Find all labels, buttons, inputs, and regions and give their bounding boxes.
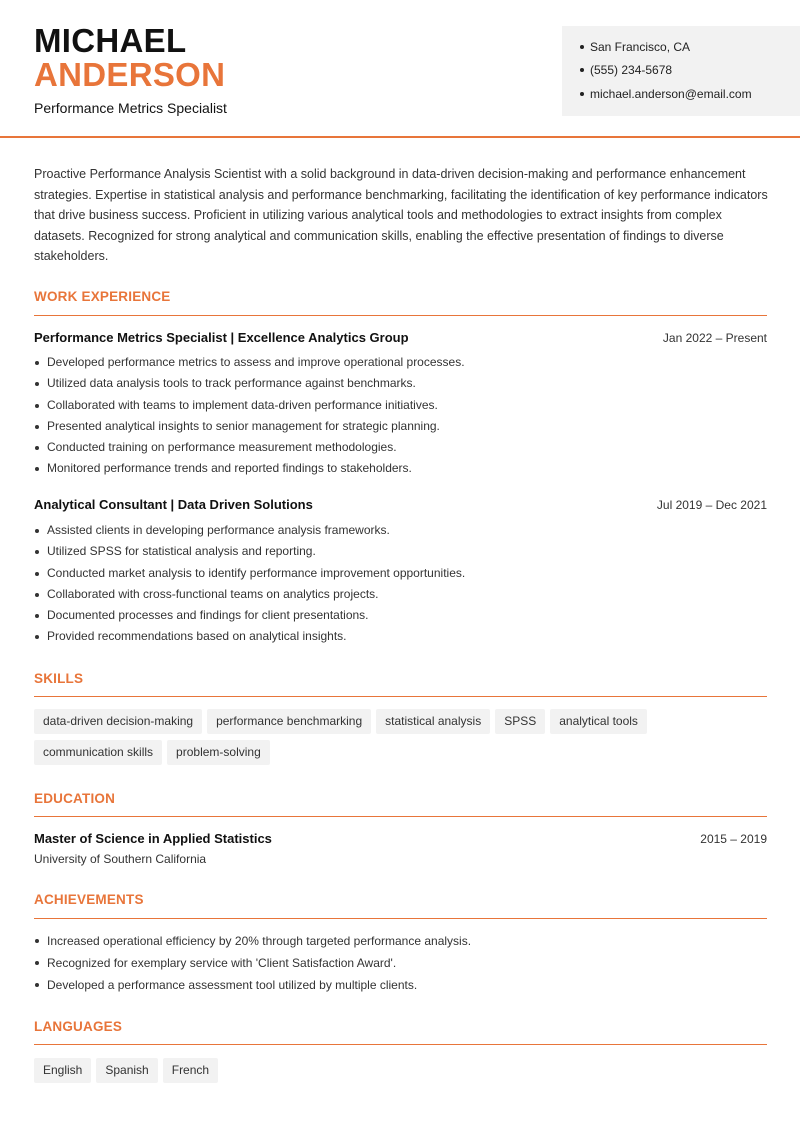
job-title: Performance Metrics Specialist bbox=[34, 100, 227, 116]
section-title-skills: SKILLS bbox=[34, 671, 84, 686]
contact-box bbox=[562, 26, 800, 116]
section-title-education: EDUCATION bbox=[34, 791, 116, 806]
section-divider bbox=[34, 816, 767, 817]
professional-summary: Proactive Performance Analysis Scientist with a solid background in data-driven decision-making and performance enhancement strategies. Expertise in statistical analysis and performance benchmarking, facilitating the identification of key performance indicators that drive business success. Proficient in utilizing various analytical tools and methodologies to extract insights from complex datasets. Recognized for strong analytical and communication skills, enabling the effective presentation of findings to diverse stakeholders. bbox=[34, 167, 768, 263]
section-divider bbox=[34, 315, 767, 316]
section-title-achievements: ACHIEVEMENTS bbox=[34, 892, 144, 907]
list-item: Monitored performance trends and reported findings to stakeholders. bbox=[34, 458, 767, 479]
skill-tag: communication skills bbox=[34, 740, 162, 765]
job-bullets bbox=[34, 352, 767, 480]
language-tag: English bbox=[34, 1058, 91, 1083]
resume-header bbox=[0, 0, 800, 138]
contact-email: michael.anderson@email.com bbox=[580, 86, 752, 102]
skill-tag: problem-solving bbox=[167, 740, 270, 765]
skill-tag: analytical tools bbox=[550, 709, 647, 734]
skill-tag: SPSS bbox=[495, 709, 545, 734]
list-item: Conducted training on performance measurement methodologies. bbox=[34, 437, 767, 458]
section-divider bbox=[34, 918, 767, 919]
language-tag: Spanish bbox=[96, 1058, 157, 1083]
job-bullets bbox=[34, 520, 767, 648]
list-item: Recognized for exemplary service with 'Client Satisfaction Award'. bbox=[34, 952, 767, 974]
first-name: MICHAEL bbox=[34, 22, 187, 59]
achievement-bullets bbox=[34, 930, 767, 996]
last-name: ANDERSON bbox=[34, 56, 226, 93]
skills-tags bbox=[34, 709, 774, 771]
list-item: Collaborated with cross-functional teams on analytics projects. bbox=[34, 584, 767, 605]
education-degree: Master of Science in Applied Statistics bbox=[34, 831, 272, 846]
job-dates: Jan 2022 – Present bbox=[662, 331, 767, 345]
list-item: Utilized data analysis tools to track performance against benchmarks. bbox=[34, 373, 767, 394]
education-dates: 2015 – 2019 bbox=[700, 832, 767, 846]
job-header bbox=[34, 496, 767, 514]
skill-tag: performance benchmarking bbox=[207, 709, 371, 734]
section-divider bbox=[34, 696, 767, 697]
list-item: Conducted market analysis to identify performance improvement opportunities. bbox=[34, 563, 767, 584]
list-item: Developed a performance assessment tool utilized by multiple clients. bbox=[34, 974, 767, 996]
language-tags bbox=[34, 1058, 774, 1089]
list-item: Developed performance metrics to assess and improve operational processes. bbox=[34, 352, 767, 373]
contact-phone: (555) 234-5678 bbox=[580, 62, 672, 78]
contact-location: San Francisco, CA bbox=[580, 39, 690, 55]
list-item: Increased operational efficiency by 20% through targeted performance analysis. bbox=[34, 930, 767, 952]
section-title-work: WORK EXPERIENCE bbox=[34, 289, 171, 304]
language-tag: French bbox=[163, 1058, 218, 1083]
list-item: Assisted clients in developing performance analysis frameworks. bbox=[34, 520, 767, 541]
education-school: University of Southern California bbox=[34, 852, 207, 866]
skill-tag: statistical analysis bbox=[376, 709, 490, 734]
list-item: Documented processes and findings for client presentations. bbox=[34, 605, 767, 626]
list-item: Utilized SPSS for statistical analysis and reporting. bbox=[34, 541, 767, 562]
list-item: Collaborated with teams to implement data-driven performance initiatives. bbox=[34, 395, 767, 416]
list-item: Provided recommendations based on analytical insights. bbox=[34, 626, 767, 647]
education-header bbox=[34, 830, 767, 848]
job-header bbox=[34, 329, 767, 347]
list-item: Presented analytical insights to senior management for strategic planning. bbox=[34, 416, 767, 437]
section-title-languages: LANGUAGES bbox=[34, 1019, 123, 1034]
job-dates: Jul 2019 – Dec 2021 bbox=[656, 498, 767, 512]
job-role: Performance Metrics Specialist | Excellence Analytics Group bbox=[34, 330, 409, 345]
job-role: Analytical Consultant | Data Driven Solutions bbox=[34, 497, 313, 512]
skill-tag: data-driven decision-making bbox=[34, 709, 202, 734]
section-divider bbox=[34, 1044, 767, 1045]
